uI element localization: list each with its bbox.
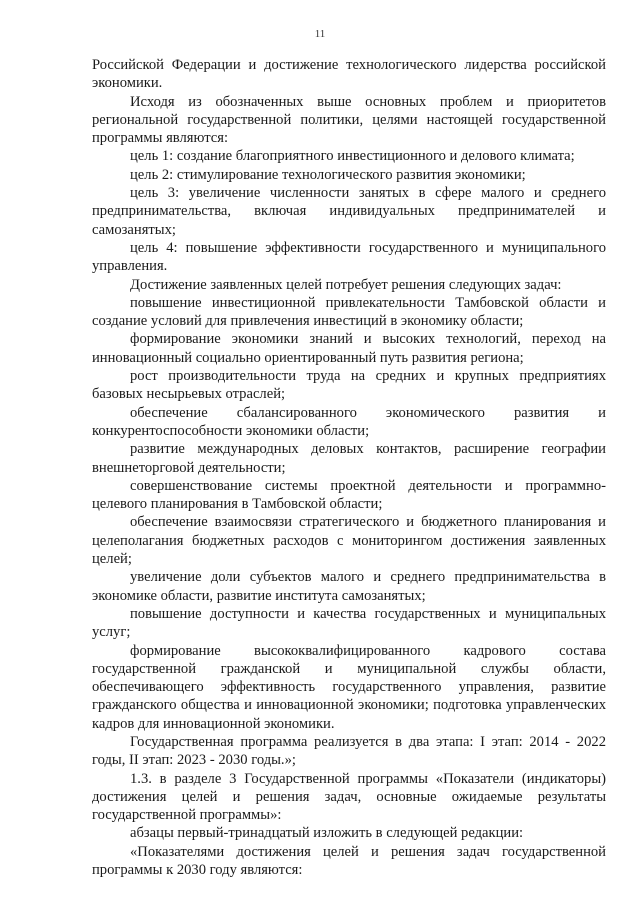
- paragraph: 1.3. в разделе 3 Государственной программы «Показатели (индикаторы) достижения целей и решения задач, основные ожидаемые результаты государственной программы»:: [92, 770, 606, 824]
- paragraph: цель 3: увеличение численности занятых в сфере малого и среднего предпринимательства, включая индивидуальных предпринимателей и самозанятых;: [92, 185, 606, 238]
- paragraph: Государственная программа реализуется в два этапа: I этап: 2014 - 2022 годы, II этап: 2023 - 2030 годы.»;: [92, 733, 606, 769]
- paragraph: цель 2: стимулирование технологического развития экономики;: [130, 166, 526, 183]
- paragraph: формирование высококвалифицированного кадрового состава государственной гражданской и муниципальной службы области, обеспечивающего эффективность государственного управления, развитие гражданского общества и инновационной экономики; подготовка управленческих кадров для инновационной экономики.: [92, 642, 606, 732]
- paragraph: развитие международных деловых контактов, расширение географии внешнеторговой деятельности;: [92, 441, 606, 476]
- paragraph: обеспечение взаимосвязи стратегического и бюджетного планирования и целеполагания бюджетных расходов с мониторингом достижения заявленных целей;: [92, 514, 606, 568]
- paragraph: Исходя из обозначенных выше основных проблем и приоритетов региональной государственной политики, целями настоящей государственной программы являются:: [92, 93, 606, 147]
- page-number: 11: [314, 28, 326, 40]
- paragraph: абзацы первый-тринадцатый изложить в следующей редакции:: [130, 825, 524, 842]
- paragraph: обеспечение сбалансированного экономического развития и конкурентоспособности экономики области;: [92, 404, 606, 439]
- paragraph: совершенствование системы проектной деятельности и программно-целевого планирования в Тамбовской области;: [92, 477, 606, 513]
- paragraph: Российской Федерации и достижение технологического лидерства российской экономики.: [92, 57, 606, 92]
- paragraph: повышение доступности и качества государственных и муниципальных услуг;: [92, 605, 606, 641]
- paragraph: цель 1: создание благоприятного инвестиционного и делового климата;: [130, 148, 575, 165]
- paragraph: повышение инвестиционной привлекательности Тамбовской области и создание условий для привлечения инвестиций в экономику области;: [92, 294, 606, 330]
- paragraph: увеличение доли субъектов малого и среднего предпринимательства в экономике области, развитие института самозанятых;: [92, 569, 606, 604]
- paragraph: формирование экономики знаний и высоких технологий, переход на инновационный социально ориентированный путь развития региона;: [92, 331, 606, 366]
- paragraph: цель 4: повышение эффективности государственного и муниципального управления.: [92, 239, 606, 275]
- paragraph: «Показателями достижения целей и решения задач государственной программы к 2030 году являются:: [92, 843, 606, 879]
- paragraph: Достижение заявленных целей потребует решения следующих задач:: [130, 276, 562, 293]
- paragraph: рост производительности труда на средних и крупных предприятиях базовых несырьевых отраслей;: [92, 368, 606, 403]
- document-body: [92, 56, 606, 879]
